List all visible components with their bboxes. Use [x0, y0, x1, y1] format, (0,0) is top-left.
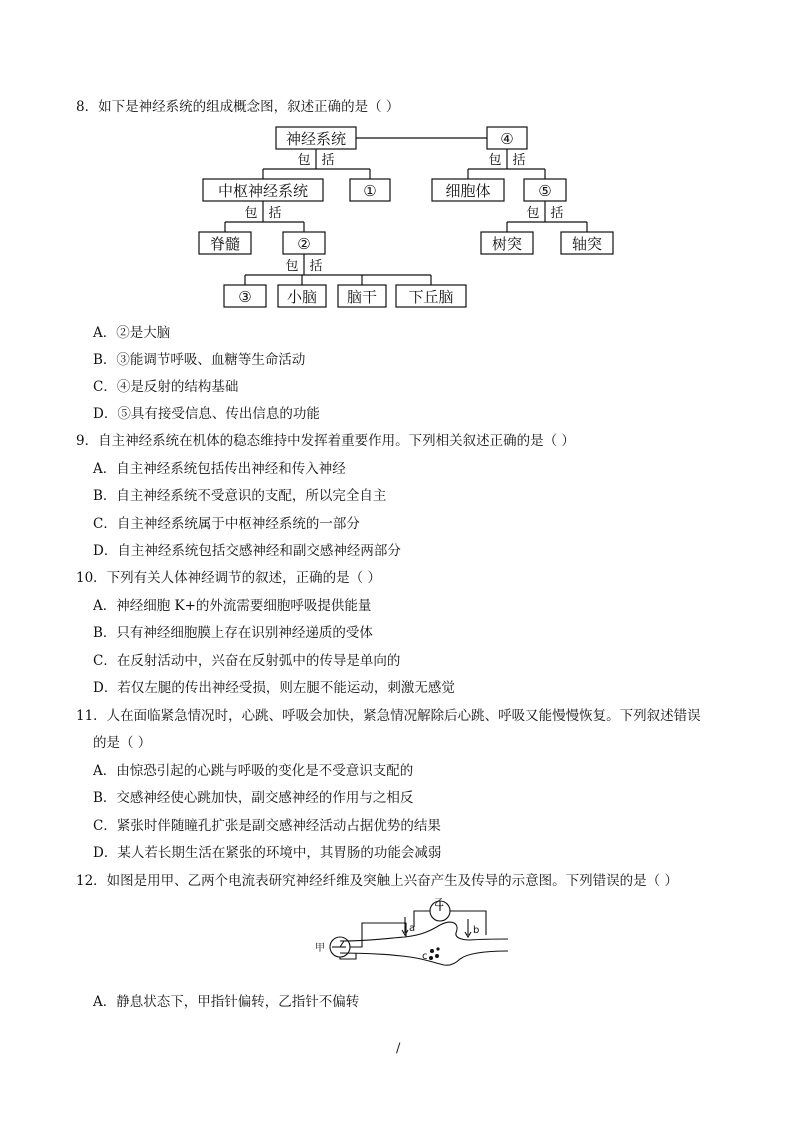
- label-n1: ①: [363, 182, 377, 200]
- label-n5: ⑤: [538, 182, 552, 200]
- q8-option-b: B．③能调节呼吸、血糖等生命活动: [93, 352, 306, 368]
- label-n3: ③: [238, 288, 252, 306]
- label-kuo-2: 括: [512, 153, 526, 168]
- label-bao-5: 包: [285, 259, 299, 274]
- label-bao-1: 包: [297, 153, 311, 168]
- q11-option-a: A．由惊恐引起的心跳与呼吸的变化是不受意识支配的: [93, 763, 414, 779]
- q9-option-a: A．自主神经系统包括传出神经和传入神经: [93, 461, 346, 477]
- page-number: /: [396, 1041, 401, 1056]
- label-bao-3: 包: [244, 206, 258, 221]
- label-c: c: [422, 951, 428, 962]
- q9-stem: 9．自主神经系统在机体的稳态维持中发挥着重要作用。下列相关叙述正确的是（ ）: [76, 433, 575, 449]
- label-cerebellum: 小脑: [286, 288, 318, 306]
- label-b: b: [473, 925, 480, 936]
- label-a: a: [409, 923, 416, 934]
- label-kuo-1: 括: [321, 153, 335, 168]
- q12-galvanometer-diagram: [310, 895, 530, 975]
- q11-option-d: D．某人若长期生活在紧张的环境中，其胃肠的功能会减弱: [93, 845, 442, 861]
- label-nervous-system: 神经系统: [285, 130, 347, 148]
- q9-option-c: C．自主神经系统属于中枢神经系统的一部分: [93, 516, 360, 532]
- q11-option-b: B．交感神经使心跳加快，副交感神经的作用与之相反: [93, 790, 414, 806]
- q10-option-a: A．神经细胞 K+的外流需要细胞呼吸提供能量: [93, 598, 372, 614]
- q8-stem: 8．如下是神经系统的组成概念图，叙述正确的是（ ）: [76, 99, 400, 115]
- q9-option-b: B．自主神经系统不受意识的支配，所以完全自主: [93, 488, 387, 504]
- q8-option-c: C．④是反射的结构基础: [93, 379, 239, 395]
- label-cns: 中枢神经系统: [217, 182, 309, 200]
- label-dendrite: 树突: [491, 235, 523, 253]
- q10-option-d: D．若仅左腿的传出神经受损，则左腿不能运动，刺激无感觉: [93, 680, 455, 696]
- label-hypothalamus: 下丘脑: [408, 288, 454, 306]
- q8-concept-diagram: [0, 120, 793, 320]
- q12-option-a: A．静息状态下，甲指针偏转，乙指针不偏转: [93, 994, 360, 1010]
- label-kuo-5: 括: [309, 259, 323, 274]
- label-jia: 甲: [315, 943, 325, 954]
- label-bao-4: 包: [526, 206, 540, 221]
- q10-option-b: B．只有神经细胞膜上存在识别神经递质的受体: [93, 625, 373, 641]
- label-brainstem: 脑干: [346, 288, 378, 306]
- label-n4: ④: [500, 130, 514, 148]
- label-cell-body: 细胞体: [445, 182, 491, 200]
- label-kuo-3: 括: [268, 206, 282, 221]
- label-bao-2: 包: [488, 153, 502, 168]
- q9-option-d: D．自主神经系统包括交感神经和副交感神经两部分: [93, 543, 401, 559]
- label-yi: 乙: [434, 898, 444, 909]
- q10-option-c: C．在反射活动中，兴奋在反射弧中的传导是单向的: [93, 653, 401, 669]
- q11-stem: 11．人在面临紧急情况时，心跳、呼吸会加快，紧急情况解除后心跳、呼吸又能慢慢恢复。下列叙述错误: [76, 708, 701, 724]
- fiber-upper-membrane: [340, 922, 508, 941]
- q8-option-d: D．⑤具有接受信息、传出信息的功能: [93, 406, 320, 422]
- label-spinal-cord: 脊髓: [209, 235, 241, 253]
- label-axon: 轴突: [571, 235, 603, 253]
- q8-option-a: A．②是大脑: [93, 325, 171, 341]
- label-kuo-4: 括: [550, 206, 564, 221]
- q12-stem: 12．如图是用甲、乙两个电流表研究神经纤维及突触上兴奋产生及传导的示意图。下列错误的是（ ）: [76, 873, 678, 889]
- label-n2: ②: [297, 235, 311, 253]
- q11-stem-cont: 的是（ ）: [93, 735, 152, 751]
- q10-stem: 10．下列有关人体神经调节的叙述，正确的是（ ）: [76, 570, 381, 586]
- q11-option-c: C．紧张时伴随瞳孔扩张是副交感神经活动占据优势的结果: [93, 818, 441, 834]
